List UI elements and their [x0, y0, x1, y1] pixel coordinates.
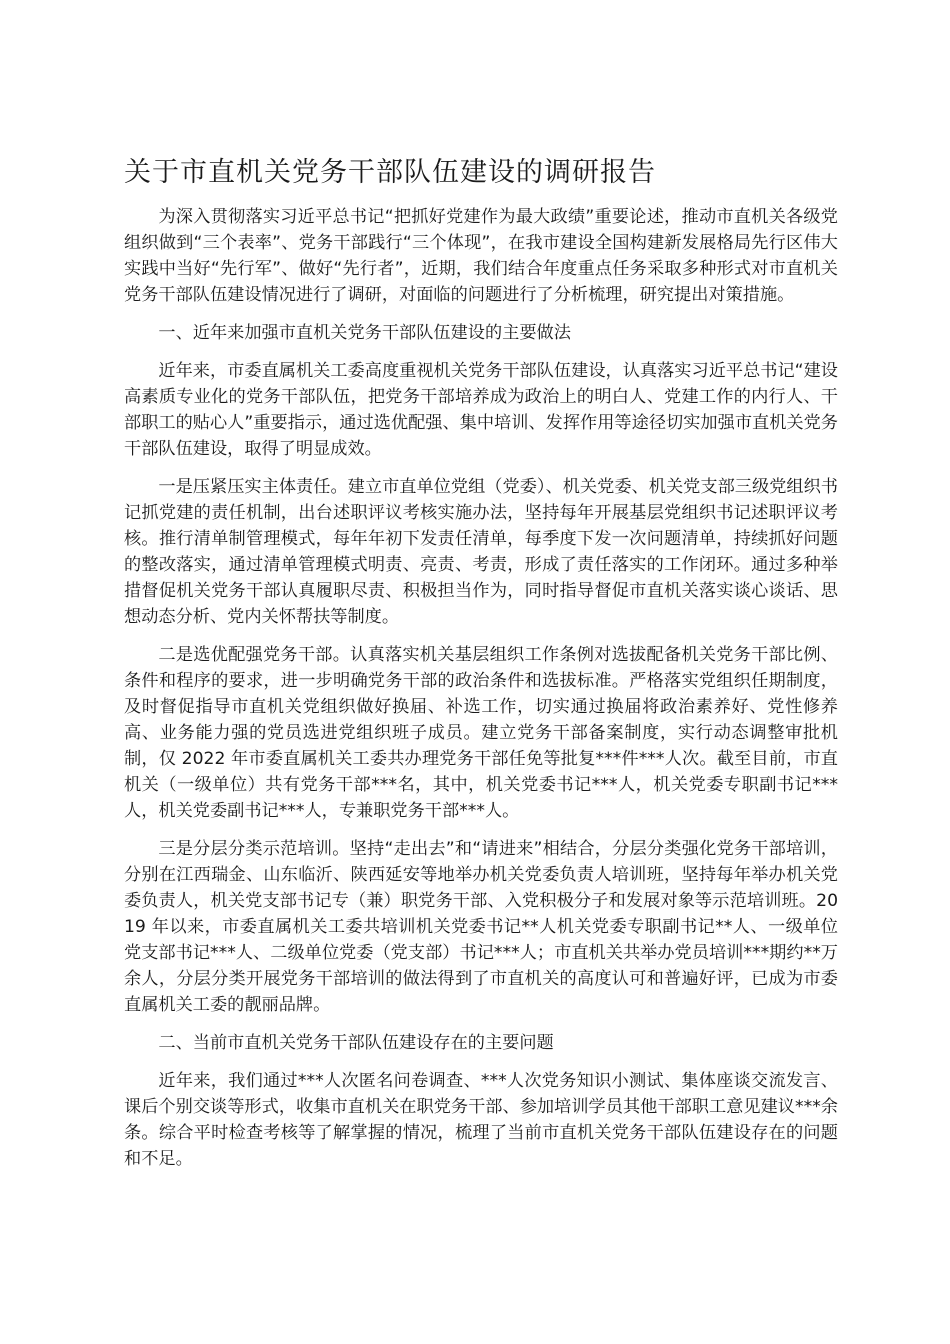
measure-1-paragraph: 一是压紧压实主体责任。建立市直单位党组（党委）、机关党委、机关党支部三级党组织书记抓党建的责任机制，出台述职评议考核实施办法，坚持每年开展基层党组织书记述职评议考核。推行清单制管理模式，每年年初下发责任清单，每季度下发一次问题清单，持续抓好问题的整改落实，通过清单管理模式明责、亮责、考责，形成了责任落实的工作闭环。通过多种举措督促机关党务干部认真履职尽责、积极担当作为，同时指导督促市直机关落实谈心谈话、思想动态分析、党内关怀帮扶等制度。: [124, 477, 838, 627]
measure-3-paragraph: 三是分层分类示范培训。坚持“走出去”和“请进来”相结合，分层分类强化党务干部培训，分别在江西瑞金、山东临沂、陕西延安等地举办机关党委负责人培训班，坚持每年举办机关党委负责人，机关党支部书记专（兼）职党务干部、入党积极分子和发展对象等示范培训班。2019 年以来，市委直属机关工委共培训机关党委书记**人机关党委专职副书记**人、一级单位党支部书记***人、二级单位党委（党支部）书记***人；市直机关共举办党员培训***期约**万余人，分层分类开展党务干部培训的做法得到了市直机关的高度认可和普遍好评，已成为市委直属机关工委的靓丽品牌。: [124, 839, 838, 1015]
section-heading-2: 二、当前市直机关党务干部队伍建设存在的主要问题: [158, 1033, 554, 1053]
document-page: [124, 150, 838, 1184]
measure-2-paragraph: 二是选优配强党务干部。认真落实机关基层组织工作条例对选拔配备机关党务干部比例、条件和程序的要求，进一步明确党务干部的政治条件和选拔标准。严格落实党组织任期制度，及时督促指导市直机关党组织做好换届、补选工作，切实通过换届将政治素养好、党性修养高、业务能力强的党员选进党组织班子成员。建立党务干部备案制度，实行动态调整审批机制，仅 2022 年市委直属机关工委共办理党务干部任免等批复***件***人次。截至目前，市直机关（一级单位）共有党务干部***名，其中，机关党委书记***人，机关党委专职副书记***人，机关党委副书记***人，专兼职党务干部***人。: [124, 645, 838, 821]
section-1-overview-paragraph: 近年来，市委直属机关工委高度重视机关党务干部队伍建设，认真落实习近平总书记“建设高素质专业化的党务干部队伍，把党务干部培养成为政治上的明白人、党建工作的内行人、干部职工的贴心人”重要指示，通过选优配强、集中培训、发挥作用等途径切实加强市直机关党务干部队伍建设，取得了明显成效。: [124, 361, 838, 459]
section-2-overview-paragraph: 近年来，我们通过***人次匿名问卷调查、***人次党务知识小测试、集体座谈交流发言、课后个别交谈等形式，收集市直机关在职党务干部、参加培训学员其他干部职工意见建议***余条。综合平时检查考核等了解掌握的情况，梳理了当前市直机关党务干部队伍建设存在的问题和不足。: [124, 1071, 838, 1169]
intro-paragraph: 为深入贯彻落实习近平总书记“把抓好党建作为最大政绩”重要论述，推动市直机关各级党组织做到“三个表率”、党务干部践行“三个体现”，在我市建设全国构建新发展格局先行区伟大实践中当好“先行军”、做好“先行者”，近期，我们结合年度重点任务采取多种形式对市直机关党务干部队伍建设情况进行了调研，对面临的问题进行了分析梳理，研究提出对策措施。: [124, 207, 838, 305]
document-title: 关于市直机关党务干部队伍建设的调研报告: [124, 157, 656, 188]
section-heading-1: 一、近年来加强市直机关党务干部队伍建设的主要做法: [158, 323, 571, 343]
